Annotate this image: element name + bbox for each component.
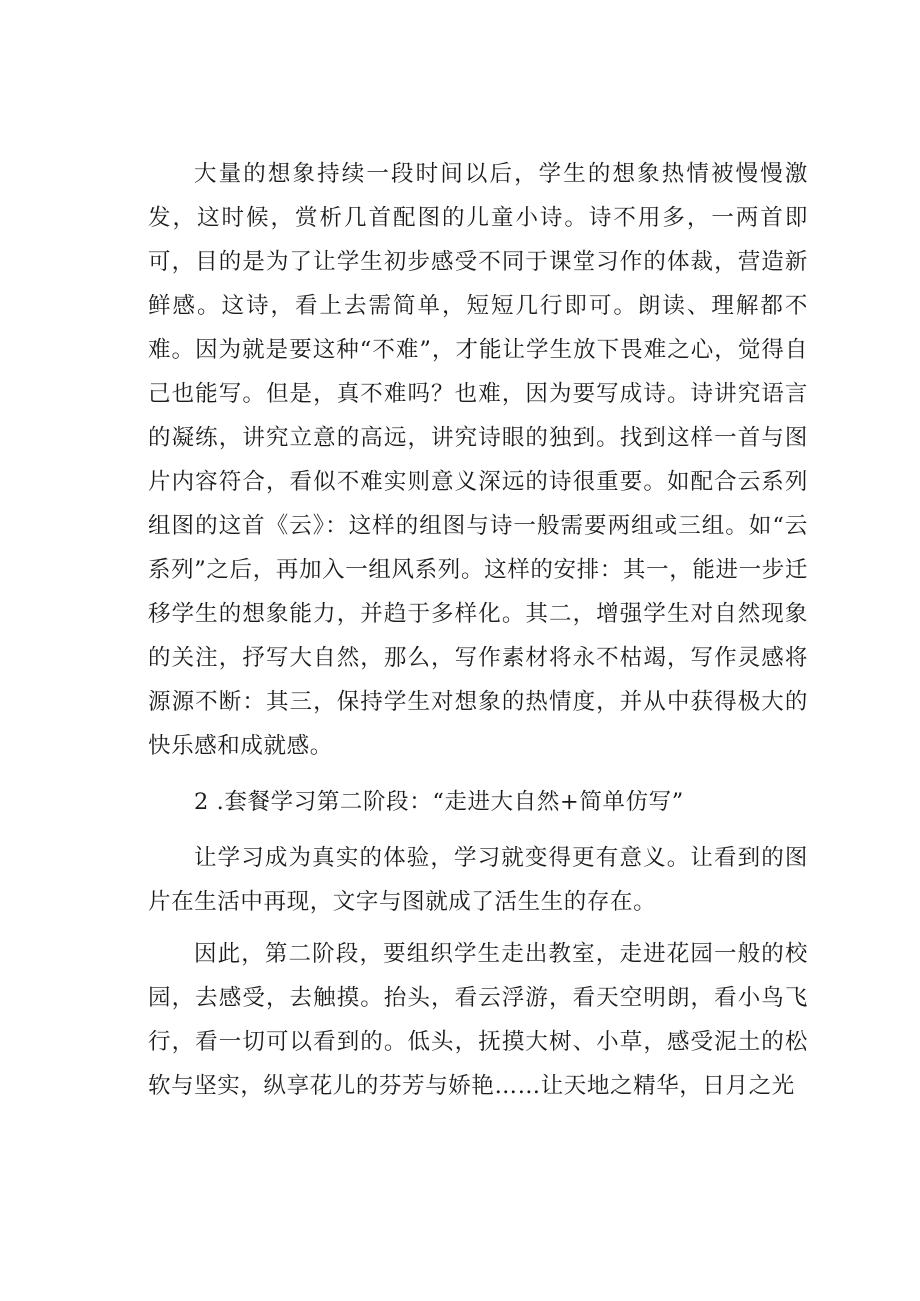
paragraph-imagination-poems: 大量的想象持续一段时间以后，学生的想象热情被慢慢激发，这时候，赏析几首配图的儿童小诗。诗不用多，一两首即可，目的是为了让学生初步感受不同于课堂习作的体裁，营造新鲜感。这诗，看上去需简单，短短几行即可。朗读、理解都不难。因为就是要这种“不难”，才能让学生放下畏难之心，觉得自己也能写。但是，真不难吗？也难，因为要写成诗。诗讲究语言的凝练，讲究立意的高远，讲究诗眼的独到。找到这样一首与图片内容符合，看似不难实则意义深远的诗很重要。如配合云系列组图的这首《云》：这样的组图与诗一般需要两组或三组。如“云系列”之后，再加入一组风系列。这样的安排：其一，能进一步迁移学生的想象能力，并趋于多样化。其二，增强学生对自然现象的关注，抒写大自然，那么，写作素材将永不枯竭，写作灵感将源源不断：其三，保持学生对想象的热情度，并从中获得极大的快乐感和成就感。 — [148, 161, 808, 759]
section-heading-stage-two: 2 .套餐学习第二阶段：“走进大自然+简单仿写” — [194, 789, 684, 815]
paragraph-real-experience: 让学习成为真实的体验，学习就变得更有意义。让看到的图片在生活中再现，文字与图就成了活生生的存在。 — [148, 845, 808, 915]
document-body — [148, 152, 808, 1108]
paragraph-stage-two-outdoors: 因此，第二阶段，要组织学生走出教室，走进花园一般的校园，去感受，去触摸。抬头，看云浮游，看天空明朗，看小鸟飞行，看一切可以看到的。低头，抚摸大树、小草，感受泥土的松软与坚实，纵享花儿的芬芳与娇艳……让天地之精华，日月之光 — [148, 941, 808, 1099]
